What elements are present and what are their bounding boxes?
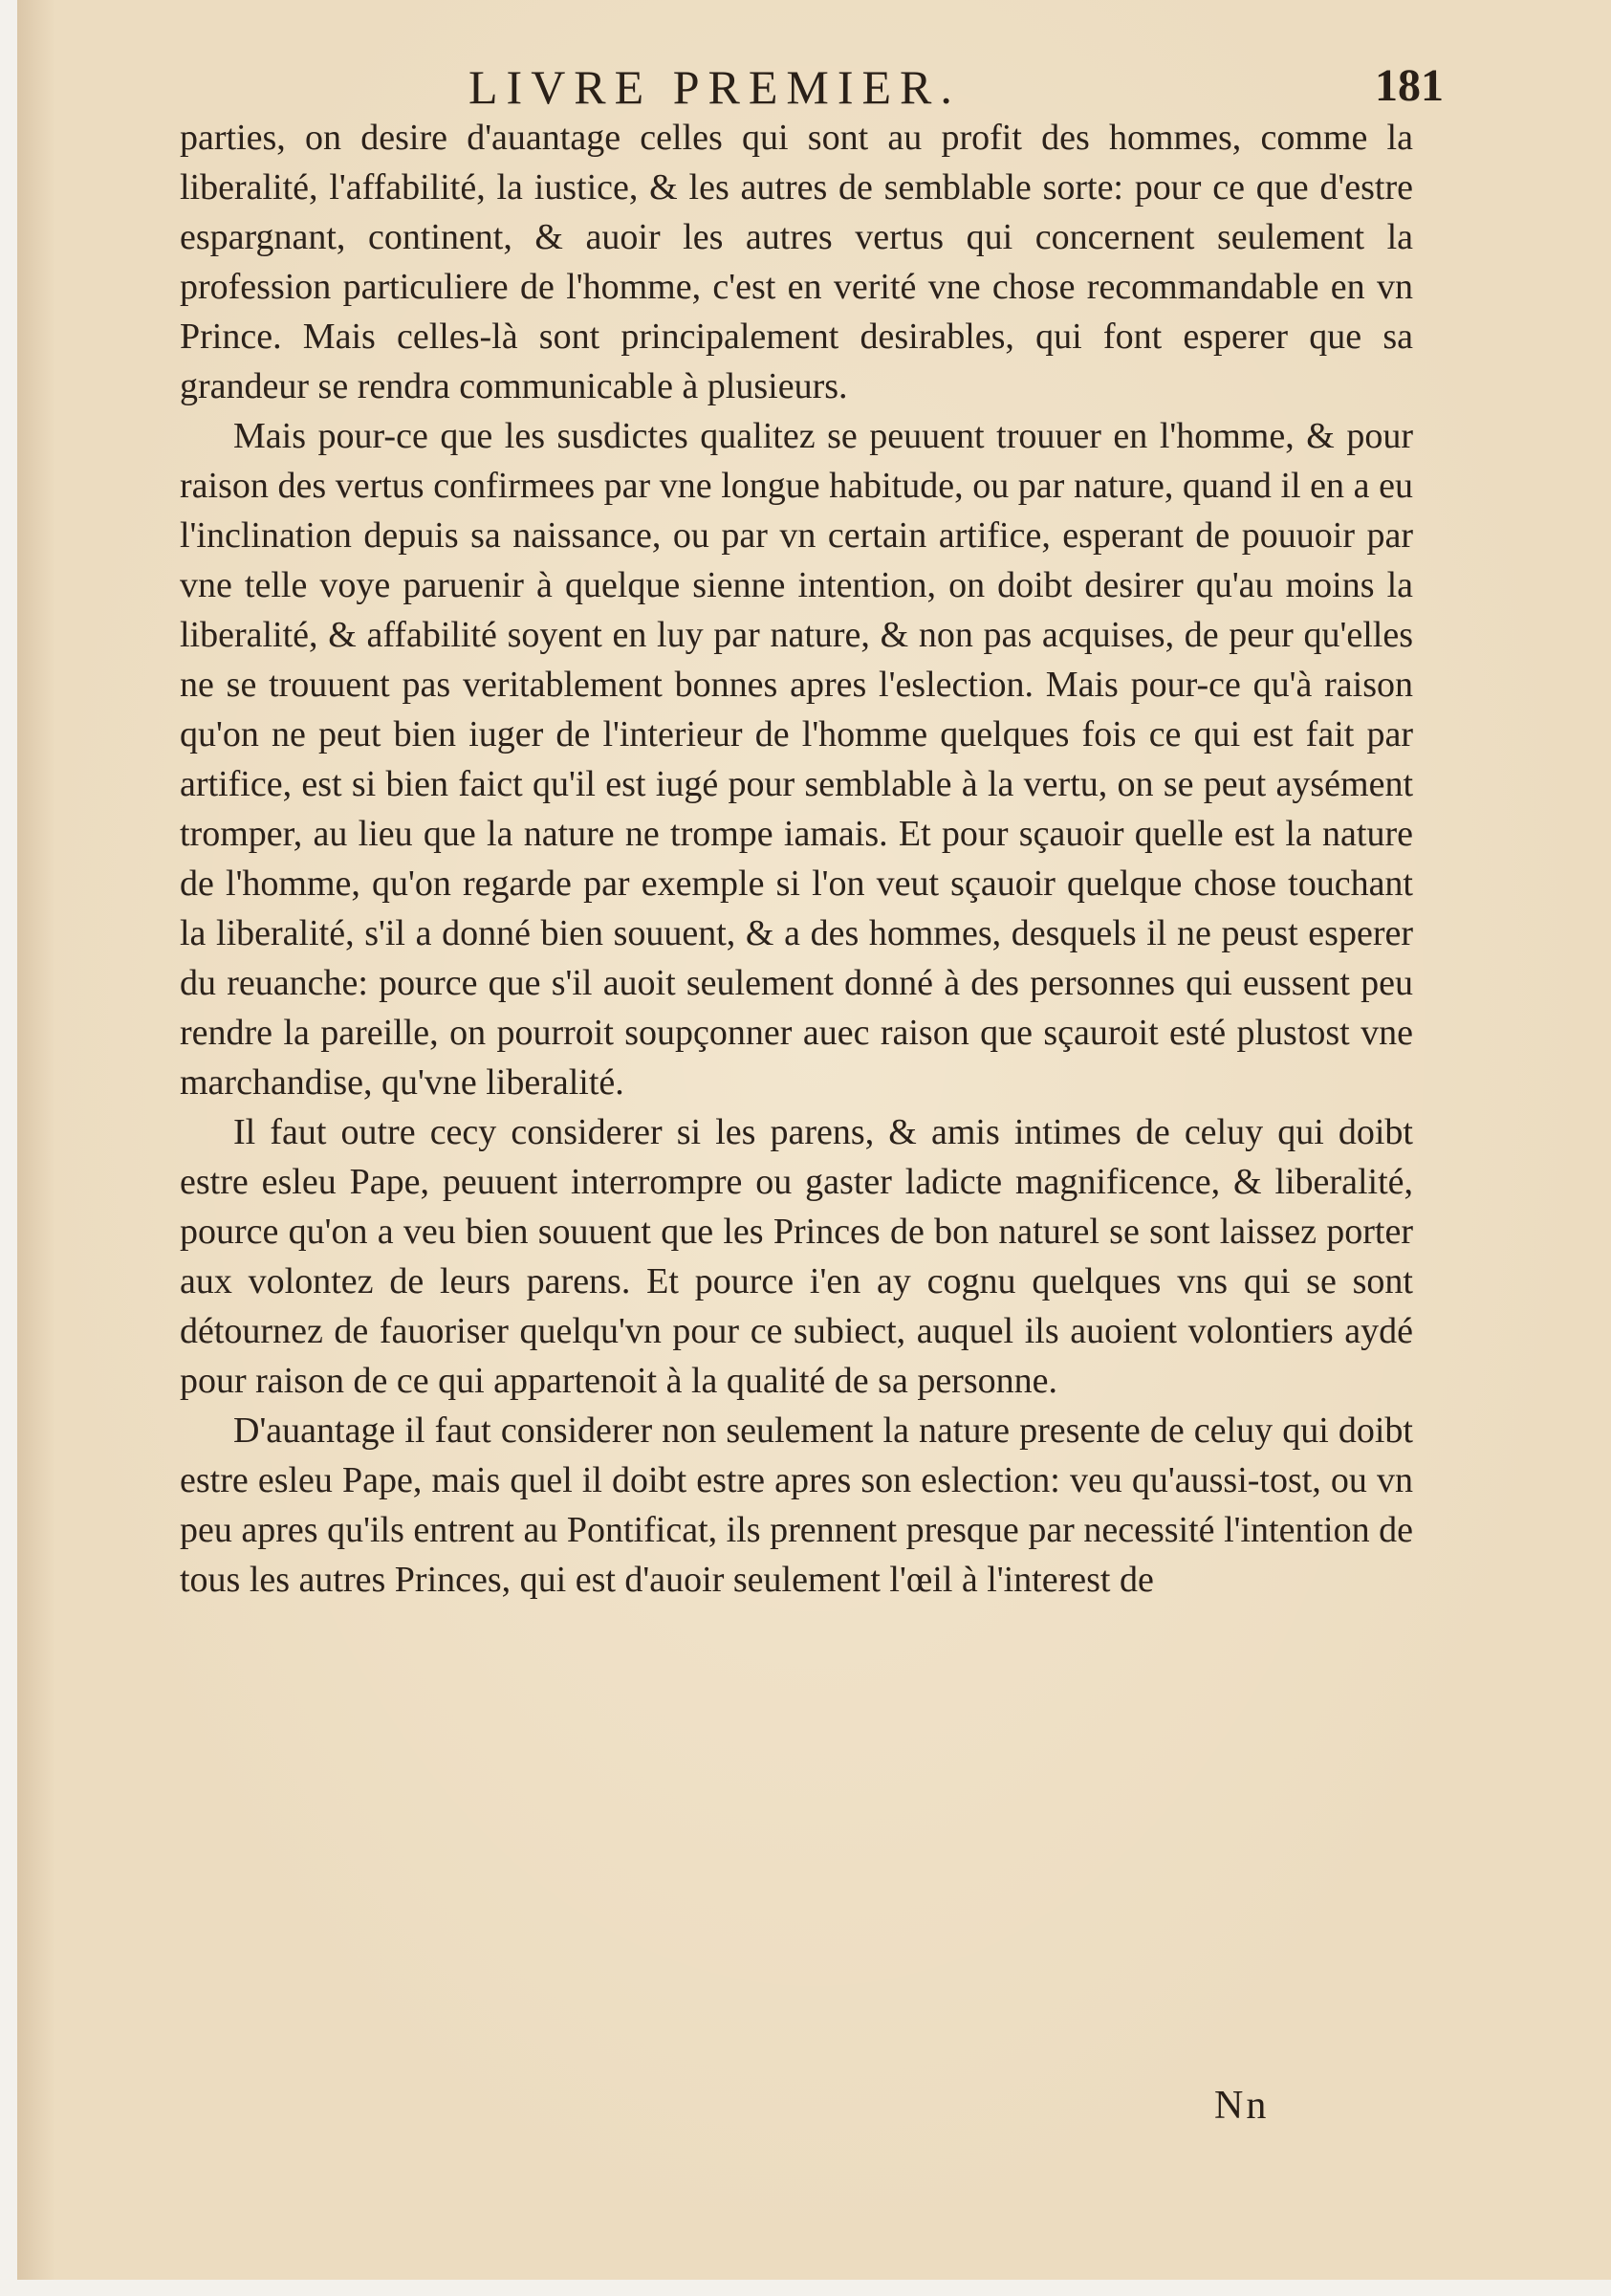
book-page — [17, 0, 1611, 2280]
page-number: 181 — [1375, 60, 1444, 111]
paragraph-1: parties, on desire d'auantage celles qui sont au profit des hommes, comme la liberalité, l'affabilité, la iustice, & les autres de semblable sorte: pour ce que d'estre espargnant, continent, & auoir les autres vertus qui concernent seulement la profession particuliere de l'homme, c'est en verité vne chose recommandable en vn Prince. Mais celles-là sont principalement desirables, qui font esperer que sa grandeur se rendra communicable à plusieurs. — [180, 118, 1413, 406]
paragraph-2: Mais pour-ce que les susdictes qualitez se peuuent trouuer en l'homme, & pour raison des vertus confirmees par vne longue habitude, ou par nature, quand il en a eu l'inclination depuis sa naissance, ou par vn certain artifice, esperant de pouuoir par vne telle voye paruenir à quelque sienne intention, on doibt desirer qu'au moins la liberalité, & affabilité soyent en luy par nature, & non pas acquises, de peur qu'elles ne se trouuent pas veritablement bonnes apres l'eslection. Mais pour-ce qu'à raison qu'on ne peut bien iuger de l'interieur de l'homme quelques fois ce qui est fait par artifice, est si bien faict qu'il est iugé pour semblable à la vertu, on se peut aysément tromper, au lieu que la nature ne trompe iamais. Et pour sçauoir quelle est la nature de l'homme, qu'on regarde par exemple si l'on veut sçauoir quelque chose touchant la liberalité, s'il a donné bien souuent, & a des hommes, desquels il ne peust esperer du reuanche: pource que s'il auoit seulement donné à des personnes qui eussent peu rendre la pareille, on pourroit soupçonner auec raison que sçauroit esté plustost vne marchandise, qu'vne liberalité. — [180, 416, 1413, 1103]
paragraph-4: D'auantage il faut considerer non seulement la nature presente de celuy qui doibt estre esleu Pape, mais quel il doibt estre apres son eslection: veu qu'aussi-tost, ou vn peu apres qu'ils entrent au Pontificat, ils prennent presque par necessité l'intention de tous les autres Princes, qui est d'auoir seulement l'œil à l'interest de — [180, 1410, 1413, 1600]
signature-mark: Nn — [1214, 2084, 1270, 2128]
paragraph-3: Il faut outre cecy considerer si les parens, & amis intimes de celuy qui doibt estre esleu Pape, peuuent interrompre ou gaster ladicte magnificence, & liberalité, pource qu'on a veu bien souuent que les Princes de bon naturel se sont laissez porter aux volontez de leurs parens. Et pource i'en ay cognu quelques vns qui se sont détournez de fauoriser quelqu'vn pour ce subiect, auquel ils auoient volontiers aydé pour raison de ce qui appartenoit à la qualité de sa personne. — [180, 1112, 1413, 1401]
text-block — [180, 113, 1413, 1605]
running-title: LIVRE PREMIER. — [468, 60, 961, 114]
